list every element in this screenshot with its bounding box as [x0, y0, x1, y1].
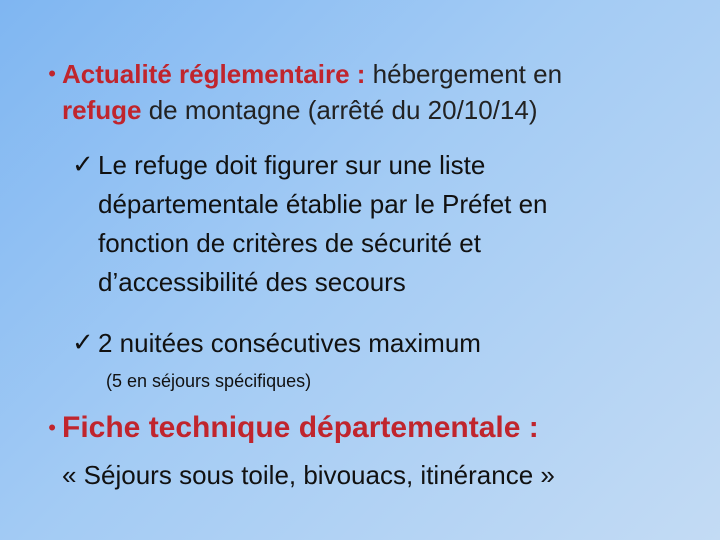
check-line: Le refuge doit figurer sur une liste	[98, 150, 486, 180]
check-item-nuitees-text: 2 nuitées consécutives maximum	[98, 328, 481, 358]
check-item-refuge-text	[98, 146, 548, 302]
nuitees-note: (5 en séjours spécifiques)	[106, 371, 312, 391]
checkmark-icon: ✓	[72, 327, 94, 357]
bullet-actualite-normal-1: hébergement en	[365, 59, 563, 89]
bullet-dot-icon: •	[48, 415, 56, 440]
bullet-actualite-text	[62, 56, 562, 128]
check-item-refuge	[72, 146, 548, 302]
bullet-actualite-normal-2: de montagne (arrêté du 20/10/14)	[141, 95, 538, 125]
bullet-fiche	[20, 408, 539, 448]
check-item-nuitees	[72, 324, 481, 363]
bullet-actualite-bold-2: refuge	[62, 95, 142, 125]
checkmark-icon: ✓	[72, 149, 94, 179]
bullet-actualite	[20, 56, 562, 128]
bullet-actualite-bold: Actualité réglementaire :	[62, 59, 366, 89]
check-line: fonction de critères de sécurité et	[98, 228, 481, 258]
bullet-dot-icon: •	[48, 61, 56, 86]
bullet-fiche-text: Fiche technique départementale :	[62, 411, 539, 444]
sejours-quote: « Séjours sous toile, bivouacs, itinérance »	[62, 460, 555, 490]
check-line: départementale établie par le Préfet en	[98, 189, 548, 219]
check-line: d’accessibilité des secours	[98, 267, 406, 297]
